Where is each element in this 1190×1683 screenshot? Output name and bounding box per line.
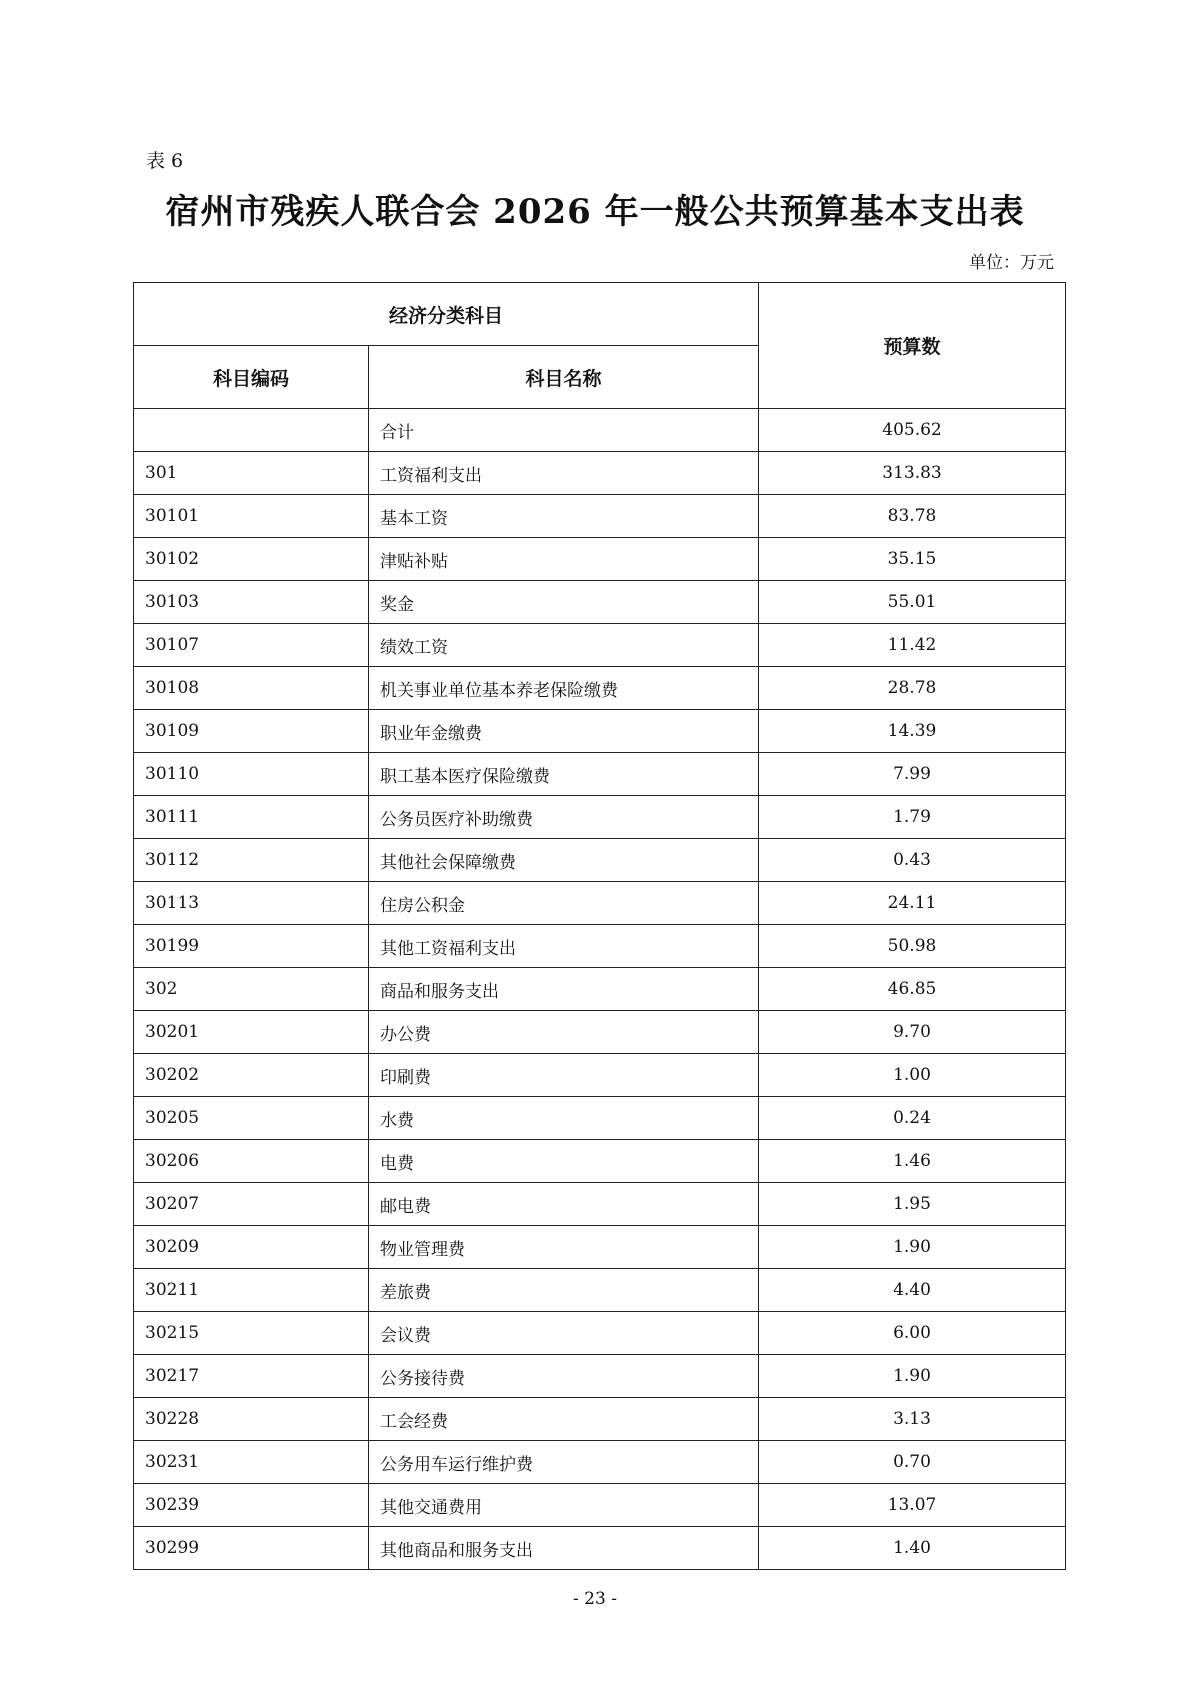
table-row bbox=[134, 1269, 1066, 1312]
cell-budget-amount: 3.13 bbox=[759, 1398, 1066, 1441]
cell-subject-name: 差旅费 bbox=[369, 1269, 759, 1312]
table-row bbox=[134, 839, 1066, 882]
cell-subject-name: 商品和服务支出 bbox=[369, 968, 759, 1011]
header-subject-code: 科目编码 bbox=[134, 346, 369, 409]
header-subject-name: 科目名称 bbox=[369, 346, 759, 409]
cell-budget-amount: 9.70 bbox=[759, 1011, 1066, 1054]
cell-budget-amount: 0.43 bbox=[759, 839, 1066, 882]
unit-label: 单位：万元 bbox=[969, 253, 1054, 273]
cell-subject-code: 30112 bbox=[134, 839, 369, 882]
cell-subject-name: 工会经费 bbox=[369, 1398, 759, 1441]
cell-subject-name: 奖金 bbox=[369, 581, 759, 624]
table-row bbox=[134, 1226, 1066, 1269]
cell-subject-name: 印刷费 bbox=[369, 1054, 759, 1097]
cell-budget-amount: 0.24 bbox=[759, 1097, 1066, 1140]
cell-subject-name: 工资福利支出 bbox=[369, 452, 759, 495]
table-row bbox=[134, 581, 1066, 624]
cell-subject-code: 30209 bbox=[134, 1226, 369, 1269]
cell-subject-name: 公务员医疗补助缴费 bbox=[369, 796, 759, 839]
cell-subject-code: 301 bbox=[134, 452, 369, 495]
cell-subject-name: 机关事业单位基本养老保险缴费 bbox=[369, 667, 759, 710]
page-title: 宿州市残疾人联合会 2026 年一般公共预算基本支出表 bbox=[165, 192, 1025, 232]
table-row bbox=[134, 753, 1066, 796]
cell-subject-code: 30217 bbox=[134, 1355, 369, 1398]
cell-subject-name: 会议费 bbox=[369, 1312, 759, 1355]
cell-subject-name: 物业管理费 bbox=[369, 1226, 759, 1269]
cell-subject-code: 30110 bbox=[134, 753, 369, 796]
table-row bbox=[134, 409, 1066, 452]
cell-subject-code: 30207 bbox=[134, 1183, 369, 1226]
cell-subject-name: 公务用车运行维护费 bbox=[369, 1441, 759, 1484]
cell-subject-name: 其他交通费用 bbox=[369, 1484, 759, 1527]
cell-budget-amount: 28.78 bbox=[759, 667, 1066, 710]
table-row bbox=[134, 1140, 1066, 1183]
cell-budget-amount: 13.07 bbox=[759, 1484, 1066, 1527]
cell-subject-code: 30113 bbox=[134, 882, 369, 925]
cell-budget-amount: 35.15 bbox=[759, 538, 1066, 581]
cell-budget-amount: 14.39 bbox=[759, 710, 1066, 753]
table-row bbox=[134, 1441, 1066, 1484]
table-row bbox=[134, 1312, 1066, 1355]
cell-subject-name: 办公费 bbox=[369, 1011, 759, 1054]
cell-budget-amount: 50.98 bbox=[759, 925, 1066, 968]
table-row bbox=[134, 710, 1066, 753]
cell-subject-name: 电费 bbox=[369, 1140, 759, 1183]
table-label: 表 6 bbox=[146, 150, 184, 172]
cell-subject-code: 30111 bbox=[134, 796, 369, 839]
cell-subject-code: 30206 bbox=[134, 1140, 369, 1183]
table-row bbox=[134, 1011, 1066, 1054]
cell-budget-amount: 55.01 bbox=[759, 581, 1066, 624]
cell-subject-name: 水费 bbox=[369, 1097, 759, 1140]
table-row bbox=[134, 1484, 1066, 1527]
cell-budget-amount: 24.11 bbox=[759, 882, 1066, 925]
cell-budget-amount: 313.83 bbox=[759, 452, 1066, 495]
cell-subject-code: 30108 bbox=[134, 667, 369, 710]
cell-subject-name: 住房公积金 bbox=[369, 882, 759, 925]
cell-subject-name: 津贴补贴 bbox=[369, 538, 759, 581]
header-budget-amount: 预算数 bbox=[759, 283, 1066, 409]
cell-budget-amount: 1.46 bbox=[759, 1140, 1066, 1183]
cell-budget-amount: 83.78 bbox=[759, 495, 1066, 538]
cell-subject-code: 30103 bbox=[134, 581, 369, 624]
cell-subject-code: 30101 bbox=[134, 495, 369, 538]
cell-budget-amount: 7.99 bbox=[759, 753, 1066, 796]
cell-subject-code: 30109 bbox=[134, 710, 369, 753]
cell-subject-code: 30299 bbox=[134, 1527, 369, 1570]
header-economic-classification: 经济分类科目 bbox=[134, 283, 759, 346]
cell-budget-amount: 4.40 bbox=[759, 1269, 1066, 1312]
table-row bbox=[134, 1398, 1066, 1441]
cell-budget-amount: 405.62 bbox=[759, 409, 1066, 452]
table-row bbox=[134, 925, 1066, 968]
budget-table bbox=[133, 282, 1066, 1570]
table-row bbox=[134, 452, 1066, 495]
cell-subject-code: 30215 bbox=[134, 1312, 369, 1355]
cell-budget-amount: 11.42 bbox=[759, 624, 1066, 667]
table-row bbox=[134, 495, 1066, 538]
cell-subject-name: 邮电费 bbox=[369, 1183, 759, 1226]
cell-subject-name: 其他商品和服务支出 bbox=[369, 1527, 759, 1570]
cell-budget-amount: 1.79 bbox=[759, 796, 1066, 839]
cell-subject-code: 30107 bbox=[134, 624, 369, 667]
cell-subject-name: 绩效工资 bbox=[369, 624, 759, 667]
cell-subject-name: 职工基本医疗保险缴费 bbox=[369, 753, 759, 796]
cell-budget-amount: 1.90 bbox=[759, 1226, 1066, 1269]
table-row bbox=[134, 1355, 1066, 1398]
cell-subject-code: 30231 bbox=[134, 1441, 369, 1484]
cell-subject-code: 30102 bbox=[134, 538, 369, 581]
cell-subject-code: 302 bbox=[134, 968, 369, 1011]
cell-budget-amount: 6.00 bbox=[759, 1312, 1066, 1355]
table-row bbox=[134, 1527, 1066, 1570]
cell-budget-amount: 0.70 bbox=[759, 1441, 1066, 1484]
table-body bbox=[134, 409, 1066, 1570]
table-row bbox=[134, 624, 1066, 667]
cell-subject-code: 30205 bbox=[134, 1097, 369, 1140]
cell-subject-name: 职业年金缴费 bbox=[369, 710, 759, 753]
cell-subject-code: 30199 bbox=[134, 925, 369, 968]
table-row bbox=[134, 1183, 1066, 1226]
cell-subject-name: 合计 bbox=[369, 409, 759, 452]
cell-budget-amount: 1.00 bbox=[759, 1054, 1066, 1097]
table-row bbox=[134, 796, 1066, 839]
cell-subject-code: 30228 bbox=[134, 1398, 369, 1441]
cell-subject-name: 基本工资 bbox=[369, 495, 759, 538]
cell-subject-name: 其他工资福利支出 bbox=[369, 925, 759, 968]
cell-subject-code: 30201 bbox=[134, 1011, 369, 1054]
table-row bbox=[134, 882, 1066, 925]
table-row bbox=[134, 968, 1066, 1011]
cell-budget-amount: 1.40 bbox=[759, 1527, 1066, 1570]
cell-subject-code bbox=[134, 409, 369, 452]
table-row bbox=[134, 1097, 1066, 1140]
cell-subject-code: 30202 bbox=[134, 1054, 369, 1097]
cell-subject-name: 公务接待费 bbox=[369, 1355, 759, 1398]
cell-budget-amount: 46.85 bbox=[759, 968, 1066, 1011]
page-number: - 23 - bbox=[573, 1589, 617, 1609]
table-row bbox=[134, 1054, 1066, 1097]
cell-budget-amount: 1.90 bbox=[759, 1355, 1066, 1398]
table-row bbox=[134, 667, 1066, 710]
table-row bbox=[134, 538, 1066, 581]
cell-budget-amount: 1.95 bbox=[759, 1183, 1066, 1226]
cell-subject-code: 30239 bbox=[134, 1484, 369, 1527]
cell-subject-code: 30211 bbox=[134, 1269, 369, 1312]
cell-subject-name: 其他社会保障缴费 bbox=[369, 839, 759, 882]
